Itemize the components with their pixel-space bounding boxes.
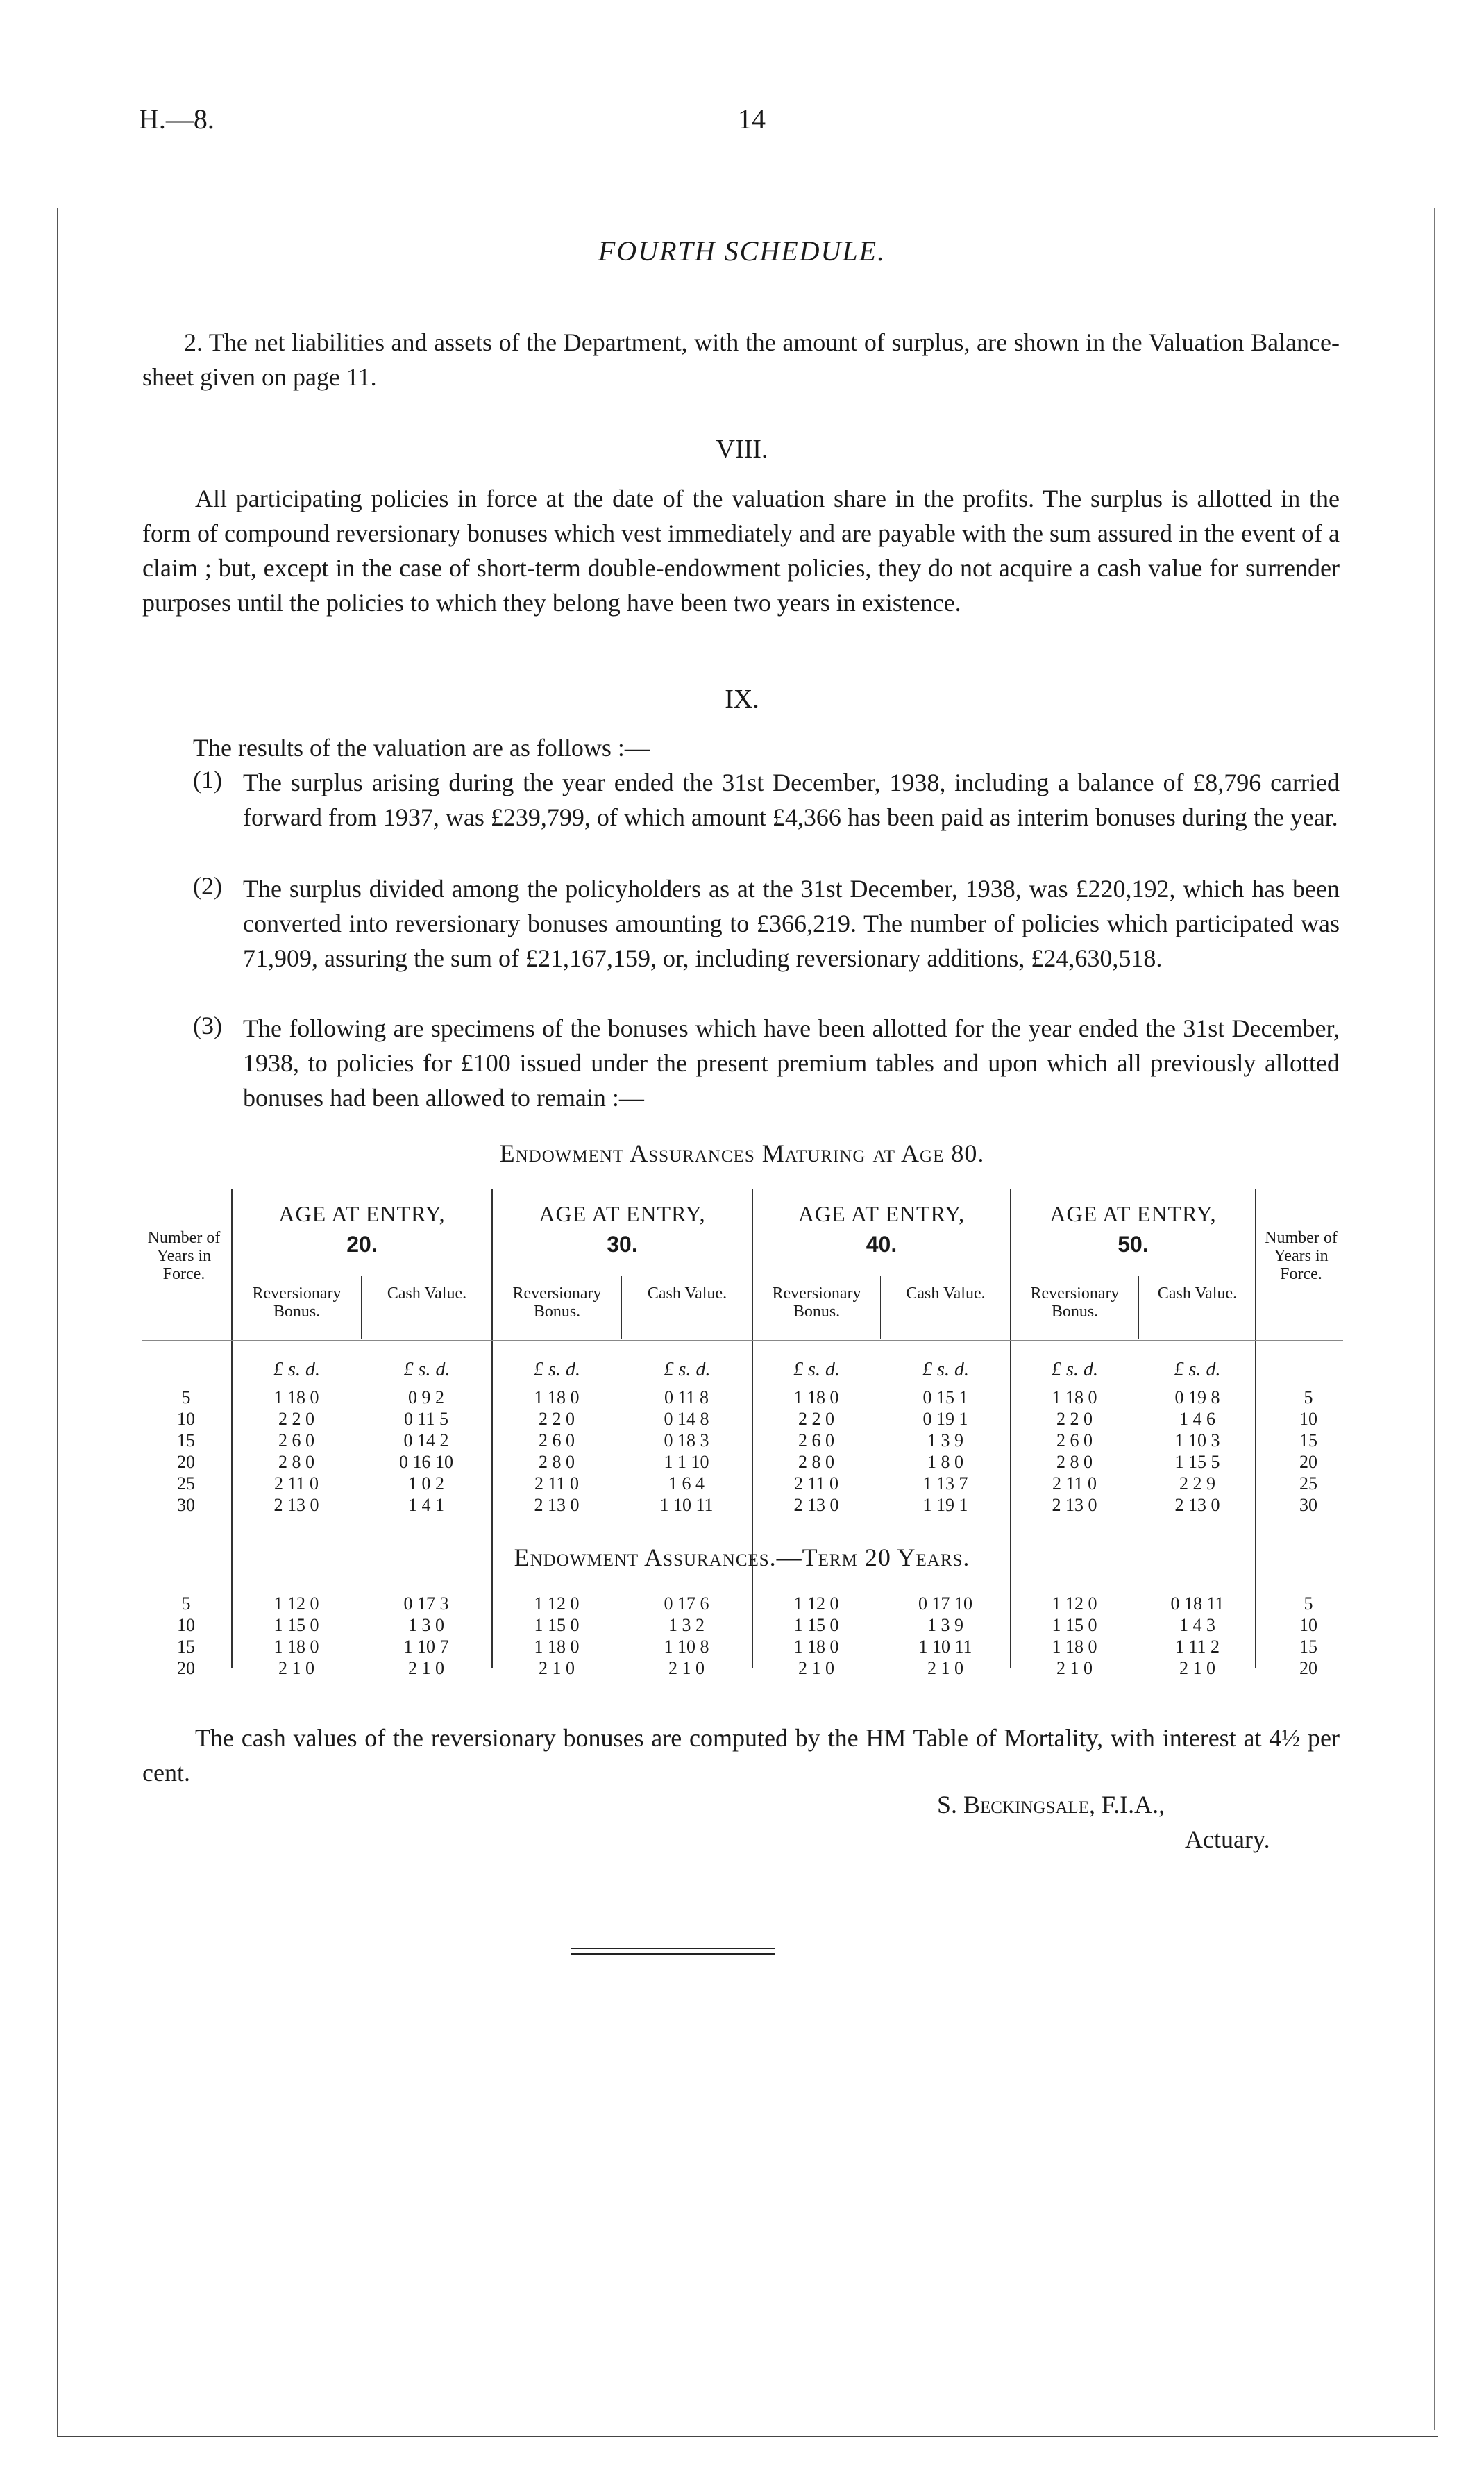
table2-cell: 1 15 0 [273,1615,319,1635]
table1-years-right: 25 [1299,1473,1317,1493]
table2-cell: 1 11 2 [1174,1637,1220,1657]
table1-cell: 2 6 0 [278,1430,314,1450]
table-subrule [621,1276,622,1339]
table-header-rule [142,1340,1343,1341]
cash-value-header: Cash Value. [647,1285,727,1303]
table2-cell: 2 1 0 [1179,1658,1215,1678]
table-subrule [361,1276,362,1339]
table1-years-left: 20 [177,1452,195,1472]
table1-cell: 2 6 0 [539,1430,575,1450]
table1-cell: 2 13 0 [793,1495,839,1515]
table1-years-right: 20 [1299,1452,1317,1472]
table2-years-left: 20 [177,1658,195,1678]
table2-cell: 1 12 0 [1052,1593,1097,1614]
section-ix-heading: IX. [725,685,759,714]
document-code: H.—8. [139,103,214,135]
table1-cell: 0 9 2 [408,1387,444,1407]
table1-cell: 1 10 3 [1174,1430,1220,1450]
table-vrule [1010,1189,1011,1668]
table2-years-right: 10 [1299,1615,1317,1635]
table2-cell: 1 10 8 [664,1637,709,1657]
table2-cell: 1 18 0 [1052,1637,1097,1657]
units-label: £ s. d. [922,1359,969,1380]
table2-cell: 2 1 0 [408,1658,444,1678]
table1-cell: 2 8 0 [798,1452,834,1472]
units-label: £ s. d. [534,1359,580,1380]
table1-cell: 0 19 8 [1174,1387,1220,1407]
table2-cell: 1 10 7 [403,1637,449,1657]
table1-cell: 2 2 9 [1179,1473,1215,1493]
table1-years-right: 5 [1304,1387,1313,1407]
table1-cell: 2 13 0 [1052,1495,1097,1515]
table2-cell: 0 18 11 [1170,1593,1224,1614]
table1-cell: 1 3 9 [927,1430,963,1450]
age-50-label: 50. [1118,1232,1149,1257]
table1-cell: 0 11 5 [403,1409,449,1429]
rev-bonus-header: Reversionary Bonus. [1030,1285,1120,1321]
table1-cell: 1 10 11 [659,1495,714,1515]
age-at-entry-label: AGE AT ENTRY, [539,1201,706,1226]
table-subrule [880,1276,881,1339]
section-viii-text: All participating policies in force at the date of the valuation share in the profits. The surplus is allotted in the form of compound reversionary bonuses which vest immediately and are payable with the sum assured in the event of a claim ; but, except in the case of short-term double-endowment policies, they do not acquire a cash value for surrender purposes until the policies to which they belong have been two years in existence. [142,485,1340,617]
age-40-label: 40. [866,1232,897,1257]
table1-cell: 1 18 0 [534,1387,580,1407]
cash-value-header: Cash Value. [387,1285,467,1303]
table1-cell: 0 15 1 [922,1387,968,1407]
rev-bonus-header: Reversionary Bonus. [772,1285,861,1321]
table1-years-left: 5 [181,1387,191,1407]
table2-cell: 1 12 0 [273,1593,319,1614]
table1-cell: 1 8 0 [927,1452,963,1472]
table-vrule [752,1189,753,1668]
table1-cell: 2 11 0 [793,1473,839,1493]
table1-years-left: 10 [177,1409,195,1429]
table1-cell: 1 18 0 [273,1387,319,1407]
age-at-entry-label: AGE AT ENTRY, [278,1201,446,1226]
age-20-label: 20. [346,1232,378,1257]
units-label: £ s. d. [664,1359,711,1380]
table2-cell: 2 1 0 [668,1658,705,1678]
table1-cell: 1 0 2 [408,1473,444,1493]
table1-years-right: 10 [1299,1409,1317,1429]
cash-value-header: Cash Value. [1157,1285,1238,1303]
table-vrule [231,1189,233,1668]
table1-cell: 2 2 0 [278,1409,314,1429]
table1-cell: 2 2 0 [798,1409,834,1429]
table2-years-left: 10 [177,1615,195,1635]
section-viii-heading: VIII. [716,435,768,464]
rev-bonus-header: Reversionary Bonus. [252,1285,342,1321]
table1-cell: 1 1 10 [664,1452,709,1472]
units-label: £ s. d. [1052,1359,1098,1380]
table1-cell: 1 18 0 [793,1387,839,1407]
age-at-entry-label: AGE AT ENTRY, [798,1201,966,1226]
units-label: £ s. d. [793,1359,840,1380]
table-caption-age-80: Endowment Assurances Maturing at Age 80. [499,1139,985,1167]
section-ix-intro: The results of the valuation are as follows :— [193,734,650,762]
table1-cell: 0 11 8 [664,1387,709,1407]
table2-cell: 0 17 3 [403,1593,449,1614]
table2-cell: 1 18 0 [793,1637,839,1657]
table1-years-left: 30 [177,1495,195,1515]
item-3-text: The following are specimens of the bonuses which have been allotted for the year ended the 31st December, 1938, to policies for £100 issued under the present premium tables and upon which all previously allotted bonuses had been allowed to remain :— [243,1014,1340,1112]
table2-cell: 1 3 0 [408,1615,444,1635]
table1-years-right: 30 [1299,1495,1317,1515]
table1-cell: 1 13 7 [922,1473,968,1493]
table1-cell: 2 13 0 [273,1495,319,1515]
frame-left-rule [57,208,58,2437]
item-2-text: The surplus divided among the policyholders as at the 31st December, 1938, was £220,192, which has been converted into reversionary bonuses amounting to £366,219. The number of policies which participated was 71,909, assuring the sum of £21,167,159, or, including reversionary additions, £24,630,518. [243,875,1340,972]
age-30-label: 30. [607,1232,638,1257]
closing-paragraph: The cash values of the reversionary bonuses are computed by the HM Table of Mortality, with interest at 4½ per cent. [142,1724,1340,1787]
table1-cell: 0 14 8 [664,1409,709,1429]
table1-cell: 2 6 0 [798,1430,834,1450]
table1-cell: 2 11 0 [534,1473,580,1493]
end-rule-top [571,1948,775,1949]
item-2-number: (2) [193,872,222,900]
table2-years-left: 15 [177,1637,195,1657]
table1-cell: 2 8 0 [1056,1452,1093,1472]
end-rule-bottom [571,1953,775,1955]
table1-cell: 0 18 3 [664,1430,709,1450]
table1-cell: 0 14 2 [403,1430,449,1450]
table2-cell: 1 10 11 [918,1637,972,1657]
item-1-number: (1) [193,766,222,794]
units-label: £ s. d. [403,1359,450,1380]
table2-cell: 1 15 0 [1052,1615,1097,1635]
frame-right-rule [1434,208,1435,2430]
page-number: 14 [738,103,766,135]
age-at-entry-label: AGE AT ENTRY, [1049,1201,1217,1226]
table2-cell: 0 17 6 [664,1593,709,1614]
table2-years-right: 5 [1304,1593,1313,1614]
table2-cell: 1 15 0 [534,1615,580,1635]
table1-cell: 2 2 0 [1056,1409,1093,1429]
table1-cell: 1 6 4 [668,1473,705,1493]
table1-cell: 2 13 0 [1174,1495,1220,1515]
table2-years-left: 5 [181,1593,191,1614]
units-label: £ s. d. [1174,1359,1221,1380]
table2-cell: 1 18 0 [273,1637,319,1657]
table1-cell: 2 8 0 [278,1452,314,1472]
table2-years-right: 15 [1299,1637,1317,1657]
table2-cell: 1 15 0 [793,1615,839,1635]
units-label: £ s. d. [273,1359,320,1380]
table2-cell: 2 1 0 [798,1658,834,1678]
table1-cell: 2 2 0 [539,1409,575,1429]
table1-cell: 0 16 10 [399,1452,453,1472]
table1-cell: 2 13 0 [534,1495,580,1515]
table2-cell: 1 3 2 [668,1615,705,1635]
table1-cell: 1 15 5 [1174,1452,1220,1472]
table1-cell: 2 11 0 [1052,1473,1097,1493]
table2-cell: 2 1 0 [539,1658,575,1678]
table2-cell: 1 12 0 [793,1593,839,1614]
frame-bottom-rule [57,2436,1438,2437]
signature-title: Actuary. [1185,1825,1270,1853]
table1-cell: 2 8 0 [539,1452,575,1472]
item-1-text: The surplus arising during the year ended the 31st December, 1938, including a balance of £8,796 carried forward from 1937, was £239,799, of which amount £4,366 has been paid as interim bonuses during the year. [243,769,1340,831]
item-3-number: (3) [193,1012,222,1039]
table1-cell: 0 19 1 [922,1409,968,1429]
table-subrule [1138,1276,1139,1339]
table2-years-right: 20 [1299,1658,1317,1678]
table1-cell: 2 11 0 [273,1473,319,1493]
table2-cell: 2 1 0 [1056,1658,1093,1678]
table1-cell: 1 4 1 [408,1495,444,1515]
cash-value-header: Cash Value. [906,1285,986,1303]
table2-cell: 2 1 0 [278,1658,314,1678]
table1-cell: 1 4 6 [1179,1409,1215,1429]
table2-cell: 1 18 0 [534,1637,580,1657]
years-in-force-header-left: Number of Years in Force. [147,1229,221,1283]
table2-cell: 1 12 0 [534,1593,580,1614]
table2-cell: 1 3 9 [927,1615,963,1635]
table-caption-term-20: Endowment Assurances.—Term 20 Years. [514,1543,970,1571]
rev-bonus-header: Reversionary Bonus. [512,1285,602,1321]
table1-years-left: 15 [177,1430,195,1450]
table1-years-right: 15 [1299,1430,1317,1450]
table1-years-left: 25 [177,1473,195,1493]
table1-cell: 2 6 0 [1056,1430,1093,1450]
table2-cell: 1 4 3 [1179,1615,1215,1635]
table2-cell: 0 17 10 [918,1593,972,1614]
table1-cell: 1 18 0 [1052,1387,1097,1407]
years-in-force-header-right: Number of Years in Force. [1265,1229,1338,1283]
signature-name: S. Beckingsale, F.I.A., [937,1791,1165,1818]
paragraph-2: 2. The net liabilities and assets of the Department, with the amount of surplus, are shown in the Valuation Balance-sheet given on page 11. [142,328,1340,391]
table1-cell: 1 19 1 [922,1495,968,1515]
table-vrule [491,1189,493,1668]
schedule-title: FOURTH SCHEDULE. [598,235,886,267]
table2-cell: 2 1 0 [927,1658,963,1678]
